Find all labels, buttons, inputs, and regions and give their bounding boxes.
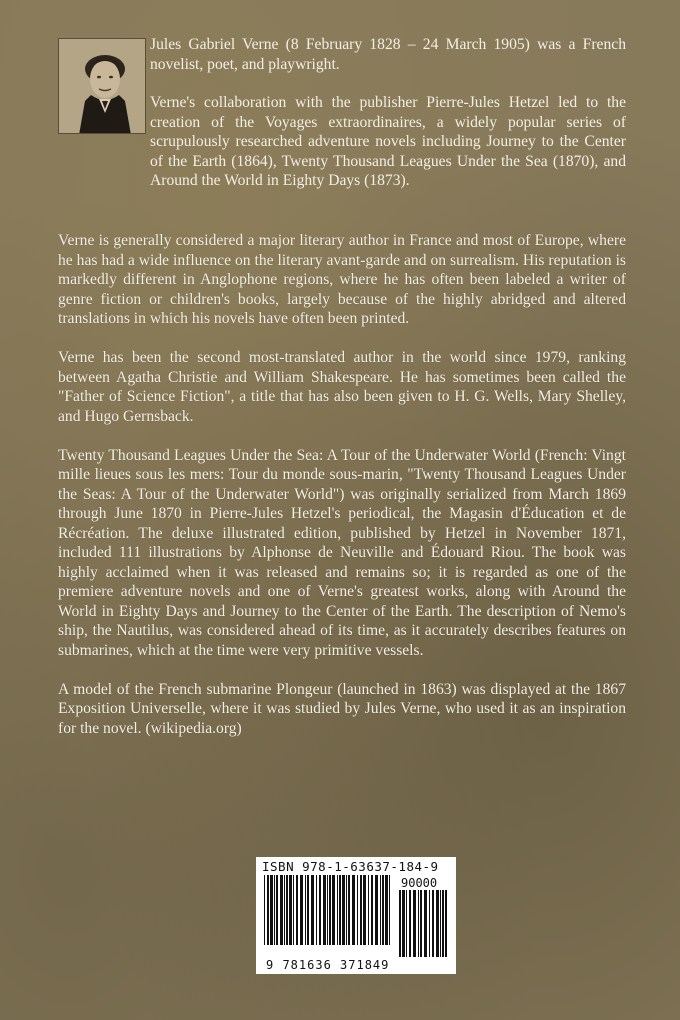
barcode-bar <box>327 875 328 945</box>
paragraph-4: Verne has been the second most-translated author in the world since 1979, ranking between Agatha Christie and William Shakespeare. He has sometimes been called the "Father of Science Fiction", a title that has also been given to H. G. Wells, Mary Shelley, and Hugo Gernsback. <box>58 349 626 425</box>
barcode-bar <box>337 875 338 945</box>
barcode-bar <box>323 875 326 945</box>
barcode-bar <box>319 875 321 945</box>
paragraph-2: Verne's collaboration with the publisher Pierre-Jules Hetzel led to the creation of the Voyages extraordinaires, a widely popular series of scrupulously researched adventure novels including Journey to the Center of the Earth (1864), Twenty Thousand Leagues Under the Sea (1870), and Around the World in Eighty Days (1873). <box>150 94 626 189</box>
barcode-bar <box>264 875 265 945</box>
barcode-bar <box>316 875 317 945</box>
barcode-bar <box>375 875 378 945</box>
barcode-bar <box>371 875 373 945</box>
barcode-bar <box>420 890 422 957</box>
isbn-barcode <box>256 857 456 974</box>
barcode-bar <box>300 875 303 945</box>
barcode-bar <box>385 875 388 945</box>
barcode-bar <box>382 875 384 945</box>
barcode-bars <box>264 875 392 957</box>
paragraph-3: Verne is generally considered a major literary author in France and most of Europe, where he has had a wide influence on the literary avant-garde and on surrealism. His reputation is markedly different in Anglophone regions, where he has often been labeled a writer of genre fiction or children's books, largely because of the highly abridged and altered translations in which his novels have often been printed. <box>58 232 626 327</box>
barcode-bar <box>445 890 447 957</box>
barcode-bar <box>363 875 366 945</box>
barcode-bar <box>413 890 416 957</box>
barcode-bar <box>332 875 335 945</box>
barcode-bar <box>274 875 275 945</box>
paragraph-6: A model of the French submarine Plongeur (launched in 1863) was displayed at the 1867 Exposition Universelle, where it was studied by Jules Verne, who used it as an inspiration for the novel. (wikipedia.org) <box>58 680 626 737</box>
portrait-image <box>59 39 146 134</box>
barcode-bar <box>352 875 355 945</box>
barcode-bar <box>267 875 269 945</box>
barcode-bar <box>440 890 441 957</box>
barcode-bar <box>311 875 314 945</box>
barcode-bar <box>307 875 309 945</box>
barcode-bar <box>280 875 283 945</box>
barcode-bar <box>432 890 434 957</box>
barcode-bar <box>346 875 347 945</box>
addon-barcode-bars <box>399 890 447 957</box>
barcode-bar <box>418 890 419 957</box>
barcode-bar <box>276 875 278 945</box>
barcode-bar <box>360 875 362 945</box>
ean-digits: 9 781636 371849 <box>266 958 390 972</box>
barcode-bar <box>380 875 381 945</box>
barcode-bar <box>293 875 294 945</box>
barcode-bar <box>329 875 331 945</box>
paragraph-5: Twenty Thousand Leagues Under the Sea: A Tour of the Underwater World (French: Vingt mille lieues sous les mers: Tour du monde sous-marin, "Twenty Thousand Leagues Under the Seas: A Tour of the Underwater World") was originally serialized from March 1869 through June 1870 in Pierre-Jules Hetzel's periodical, the Magasin d'Éducation et de Récréation. The deluxe illustrated edition, published by Hetzel in November 1871, included 111 illustrations by Alphonse de Neuville and Édouard Riou. The book was highly acclaimed when it was released and remains so; it is regarded as one of the premiere adventure novels and one of Verne's greatest works, along with Around the World in Eighty Days and Journey to the Center of the Earth. The description of Nemo's ship, the Nautilus, was considered ahead of its time, as it accurately describes features on submarines, which at the time were very primitive vessels. <box>58 446 626 659</box>
barcode-bar <box>424 890 427 957</box>
author-portrait <box>58 38 146 134</box>
isbn-text: ISBN 978-1-63637-184-9 <box>262 859 439 874</box>
barcode-bar <box>436 890 439 957</box>
barcode-bar <box>305 875 306 945</box>
barcode-bar <box>399 890 401 957</box>
barcode-bar <box>348 875 350 945</box>
barcode-bar <box>402 890 405 957</box>
price-code: 90000 <box>401 876 438 890</box>
barcode-bar <box>368 875 369 945</box>
barcode-bar <box>270 875 273 945</box>
paragraph-1: Jules Gabriel Verne (8 February 1828 – 24 March 1905) was a French novelist, poet, and playwright. <box>150 36 626 73</box>
barcode-bar <box>357 875 358 945</box>
barcode-bar <box>296 875 298 945</box>
barcode-bar <box>409 890 411 957</box>
barcode-bar <box>284 875 285 945</box>
barcode-bar <box>339 875 341 945</box>
barcode-bar <box>406 890 407 957</box>
barcode-bar <box>289 875 292 945</box>
body-text <box>58 231 626 758</box>
barcode-bar <box>429 890 430 957</box>
barcode-bar <box>286 875 288 945</box>
barcode-bar <box>389 875 390 945</box>
barcode-bar <box>442 890 444 957</box>
barcode-bar <box>342 875 345 945</box>
